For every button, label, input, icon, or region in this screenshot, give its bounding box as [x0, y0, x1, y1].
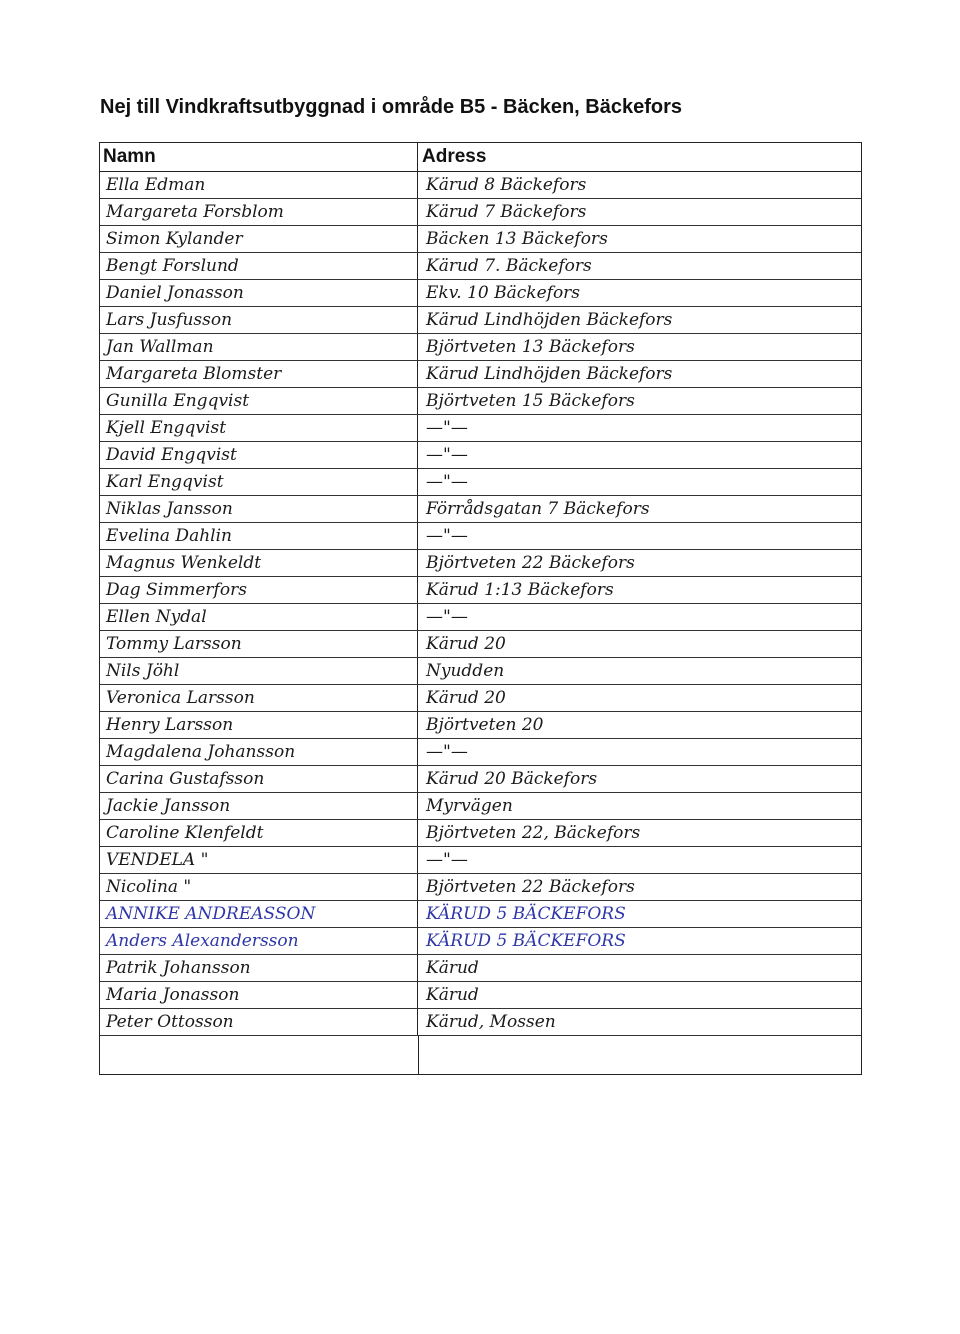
table-row [100, 280, 861, 307]
signature-name: Nicolina " [100, 874, 418, 900]
signature-name: ANNIKE ANDREASSON [100, 901, 418, 927]
table-row [100, 955, 861, 982]
table-row [100, 901, 861, 928]
table-row [100, 523, 861, 550]
table-row [100, 847, 861, 874]
signature-address: Björtveten 22 Bäckefors [426, 877, 635, 897]
table-row [100, 361, 861, 388]
signature-name: Kjell Engqvist [100, 415, 418, 441]
signature-address: Kärud 7 Bäckefors [426, 202, 587, 222]
signature-address: Björtveten 22 Bäckefors [426, 553, 635, 573]
signature-address: Kärud Lindhöjden Bäckefors [426, 310, 673, 330]
signature-address: Kärud 1:13 Bäckefors [426, 580, 614, 600]
signature-name: Nils Jöhl [100, 658, 418, 684]
signature-address: —"— [426, 742, 468, 762]
signature-name: VENDELA " [100, 847, 418, 873]
signature-name: Magnus Wenkeldt [100, 550, 418, 576]
signature-address: Kärud Lindhöjden Bäckefors [426, 364, 673, 384]
table-row [100, 766, 861, 793]
signature-address: Ekv. 10 Bäckefors [426, 283, 581, 303]
table-row [100, 631, 861, 658]
signature-address: Björtveten 15 Bäckefors [426, 391, 635, 411]
table-row [100, 550, 861, 577]
signature-name: Dag Simmerfors [100, 577, 418, 603]
signature-address: Kärud 20 [426, 634, 506, 654]
signature-address: Förrådsgatan 7 Bäckefors [426, 499, 650, 519]
signature-name: Margareta Forsblom [100, 199, 418, 225]
signature-name: Patrik Johansson [100, 955, 418, 981]
signature-address: —"— [426, 445, 468, 465]
signature-name: Jan Wallman [100, 334, 418, 360]
signature-name: Gunilla Engqvist [100, 388, 418, 414]
table-row [100, 469, 861, 496]
table-body [100, 172, 861, 1036]
signature-address: Björtveten 20 [426, 715, 544, 735]
signature-address: Kärud 20 [426, 688, 506, 708]
table-row [100, 307, 861, 334]
signature-name: Peter Ottosson [100, 1009, 418, 1035]
table-row [100, 388, 861, 415]
table-header [100, 143, 861, 172]
signature-name: Henry Larsson [100, 712, 418, 738]
signature-address: Kärud 8 Bäckefors [426, 175, 587, 195]
signature-name: Bengt Forslund [100, 253, 418, 279]
table-row [100, 793, 861, 820]
signature-address: —"— [426, 418, 468, 438]
table-row [100, 928, 861, 955]
signature-address: Nyudden [426, 661, 505, 681]
document-title: Nej till Vindkraftsutbyggnad i område B5 - Bäcken, Bäckefors [100, 96, 683, 118]
table-row [100, 874, 861, 901]
table-row [100, 334, 861, 361]
signature-name: Ella Edman [100, 172, 418, 198]
table-row [100, 712, 861, 739]
signature-name: Anders Alexandersson [100, 928, 418, 954]
table-row [100, 253, 861, 280]
table-row [100, 820, 861, 847]
table-row [100, 739, 861, 766]
table-row [100, 226, 861, 253]
signature-name: Jackie Jansson [100, 793, 418, 819]
signature-address: Björtveten 22, Bäckefors [426, 823, 641, 843]
signature-name: Lars Jusfusson [100, 307, 418, 333]
signature-name: Simon Kylander [100, 226, 418, 252]
signature-name: Tommy Larsson [100, 631, 418, 657]
signature-address: —"— [426, 472, 468, 492]
signature-name: Veronica Larsson [100, 685, 418, 711]
table-row [100, 1009, 861, 1036]
empty-row [100, 1036, 861, 1074]
signature-name: David Engqvist [100, 442, 418, 468]
signature-table [99, 142, 862, 1075]
signature-address: —"— [426, 526, 468, 546]
signature-address: —"— [426, 850, 468, 870]
table-row [100, 577, 861, 604]
signature-name: Margareta Blomster [100, 361, 418, 387]
address-column-header: Adress [422, 146, 487, 167]
signature-name: Magdalena Johansson [100, 739, 418, 765]
signature-address: Kärud [426, 985, 479, 1005]
signature-name: Evelina Dahlin [100, 523, 418, 549]
signature-name: Niklas Jansson [100, 496, 418, 522]
signature-name: Daniel Jonasson [100, 280, 418, 306]
signature-address: Kärud 7. Bäckefors [426, 256, 592, 276]
signature-address: KÄRUD 5 BÄCKEFORS [426, 904, 626, 924]
table-row [100, 604, 861, 631]
signature-name: Carina Gustafsson [100, 766, 418, 792]
signature-name: Karl Engqvist [100, 469, 418, 495]
table-row [100, 415, 861, 442]
table-row [100, 172, 861, 199]
signature-address: KÄRUD 5 BÄCKEFORS [426, 931, 626, 951]
signature-address: Myrvägen [426, 796, 513, 816]
signature-address: Bäcken 13 Bäckefors [426, 229, 608, 249]
signature-address: Björtveten 13 Bäckefors [426, 337, 635, 357]
signature-name: Caroline Klenfeldt [100, 820, 418, 846]
table-row [100, 685, 861, 712]
signature-name: Ellen Nydal [100, 604, 418, 630]
table-row [100, 442, 861, 469]
signature-address: Kärud [426, 958, 479, 978]
signature-address: Kärud 20 Bäckefors [426, 769, 598, 789]
table-row [100, 982, 861, 1009]
table-row [100, 496, 861, 523]
signature-address: —"— [426, 607, 468, 627]
table-row [100, 658, 861, 685]
name-column-header: Namn [100, 143, 418, 171]
table-row [100, 199, 861, 226]
signature-name: Maria Jonasson [100, 982, 418, 1008]
signature-address: Kärud, Mossen [426, 1012, 556, 1032]
